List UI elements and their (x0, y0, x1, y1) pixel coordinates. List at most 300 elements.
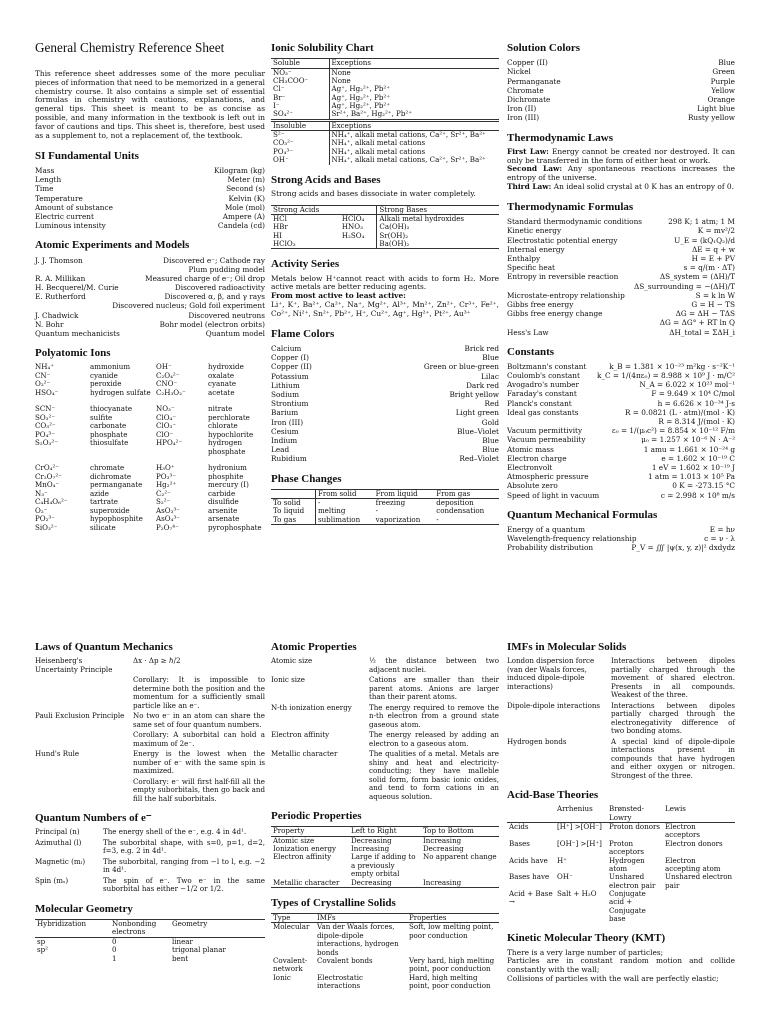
solution-color-value: Rusty yellow (687, 113, 735, 123)
imf-key: Hydrogen bonds (507, 736, 567, 746)
soluble-exceptions: Sr²⁺, Ba²⁺, Hg₂²⁺, Pb²⁺ (331, 109, 412, 119)
thermo-formula-row (507, 245, 735, 254)
solution-color-key: Copper (II) (507, 58, 548, 68)
acid-base-cell: Unshared electron pair (665, 872, 733, 890)
qm-law-desc: Corollary: e⁻ will first half-fill all the empty suborbitals, then go back and fill the half suborbitals. (133, 776, 265, 803)
constant-value: k_B = 1.381 × 10⁻²³ m²kg · s⁻²K⁻¹ (609, 361, 735, 371)
thermo-formulas-list (507, 217, 735, 336)
atomic-property-desc: The energy released by adding an electron to a gaseous atom. (369, 730, 499, 748)
crystal-row (271, 923, 499, 957)
acid-base-cell: Acids (509, 822, 529, 832)
atomic-models-list (35, 256, 265, 339)
polyatomic-ion-cell: NO₃⁻ (156, 404, 175, 414)
polyatomic-ion-cell: cyanate (208, 379, 237, 389)
flame-color-row (271, 344, 499, 353)
periodic-header-cell: Left to Right (351, 826, 397, 836)
constant-key: Speed of light in vacuum (507, 490, 600, 500)
thermo-laws (507, 148, 735, 192)
solution-color-row (507, 95, 735, 104)
phase-cell: - (375, 506, 379, 516)
atomic-model-value: Discovered neutrons (188, 310, 265, 320)
kmt-list (507, 949, 735, 985)
atomic-model-row (35, 292, 265, 301)
phase-table (271, 489, 499, 525)
acid-base-cell: Bases (509, 838, 530, 848)
acid-base-row (507, 873, 735, 890)
crystal-header-cell: Properties (409, 913, 447, 923)
thermo-formula-row (507, 217, 735, 226)
atomic-property-desc: The qualities of a metal. Metals are shiny and heat and electricity-conducting; they have malleble solid form, form basic ionic oxides, and tend to form cations in an aqueous solution. (369, 749, 499, 801)
insoluble-ion: OH⁻ (271, 156, 329, 164)
geometry-header-cell: Geometry (172, 919, 208, 929)
qm-formula-key: Energy of a quantum (507, 524, 585, 534)
polyatomic-ion-cell: ammonium (90, 362, 131, 372)
crystal-cell: Molecular (273, 922, 310, 932)
acids-cell: HClO₃ (273, 239, 296, 248)
atomic-properties-list (271, 657, 499, 801)
polyatomic-ion-cell: acetate (208, 387, 235, 397)
si-unit-value: Candela (cd) (217, 221, 265, 231)
polyatomic-ion-cell: azide (90, 488, 109, 498)
quantum-number-desc: The energy shell of the e⁻, e.g. 4 in 4d¹. (103, 827, 247, 837)
acids-note: Strong acids and bases dissociate in water completely. (271, 188, 476, 198)
soluble-exceptions: None (331, 75, 351, 85)
flame-color-key: Rubidium (271, 454, 307, 464)
flame-color-key: Iron (III) (271, 417, 304, 427)
activity-sub: From most active to least active: (271, 291, 406, 301)
geometry-header-cell: Nonbonding electrons (112, 919, 157, 937)
constant-row (507, 481, 735, 490)
constant-value: N_A = 6.022 × 10²³ mol⁻¹ (639, 380, 735, 390)
phase-row (271, 516, 499, 525)
kmt-item: Collisions of particles with the wall are perfectly elastic; (507, 974, 719, 984)
constant-row (507, 454, 735, 463)
solution-heading: Solution Colors (507, 42, 581, 54)
qm-formula-key: Wavelength-frequency relationship (507, 534, 637, 544)
phase-cell: vaporization (375, 514, 421, 524)
acid-base-row (507, 840, 735, 857)
polyatomic-ion-cell: S₂²⁻ (156, 497, 171, 507)
constant-row (507, 445, 735, 454)
flame-color-key: Calcium (271, 344, 302, 354)
si-unit-value: Meter (m) (227, 175, 265, 185)
quantum-number-key: Azimuthal (l) (35, 837, 82, 847)
geometry-row (35, 955, 265, 963)
constant-value: 0 K = -273.15 °C (672, 481, 735, 491)
flame-color-row (271, 390, 499, 399)
qm-laws-list (35, 657, 265, 803)
flame-color-key: Barium (271, 408, 299, 418)
flame-color-row (271, 372, 499, 381)
qm-formula-row (507, 525, 735, 534)
atomic-property-key: Ionic size (271, 675, 305, 685)
polyatomic-ion-cell: phosphate (90, 429, 128, 439)
solution-color-key: Iron (III) (507, 113, 540, 123)
atomic-property-row (271, 704, 499, 730)
atomic-model-row (35, 256, 265, 265)
imf-row (507, 657, 735, 700)
polyatomic-ion-cell: NH₄⁺ (35, 362, 54, 372)
thermo-formula-value: ΔS_surrounding = −(ΔH)/T (633, 281, 735, 291)
periodic-cell: Atomic size (273, 835, 315, 845)
polyatomic-ion-cell: disulfide (208, 497, 239, 507)
polyatomic-ion-cell: tartrate (90, 497, 118, 507)
atomic-model-row (35, 329, 265, 338)
flame-color-key: Lead (271, 445, 290, 455)
polyatomic-ion-cell: C₂O₄²⁻ (156, 370, 180, 380)
periodic-cell: No apparent change (423, 852, 497, 862)
polyatomic-ion-cell: hydrogen phosphate (208, 438, 246, 456)
qm-law-desc: Corollary: It is impossible to determine both the position and the momentum for a sufficiently small particle like an e⁻. (133, 675, 265, 710)
constant-row (507, 408, 735, 417)
periodic-cell: Ionization energy (273, 844, 336, 854)
atomic-model-row (35, 283, 265, 292)
acid-base-cell: Electron accepting atom (665, 855, 721, 873)
polyatomic-ion-cell: superoxide (90, 505, 130, 515)
polyatomic-ion-cell: C₄H₄O₆²⁻ (35, 497, 68, 507)
crystal-cell: Electrostatic interactions (317, 972, 363, 990)
qm-law-key (35, 778, 127, 804)
acid-base-cell: Hydrogen atom (609, 855, 645, 873)
atomic-model-value: Quantum model (205, 329, 265, 339)
constant-key: Absolute zero (507, 481, 558, 491)
si-unit-value: Second (s) (226, 184, 265, 194)
qm-law-desc: Corollary: A suborbital can hold a maximum of 2e⁻. (133, 730, 265, 748)
acid-base-row (507, 857, 735, 874)
polyatomic-ion-cell: carbonate (90, 421, 127, 431)
solution-color-value: Blue (718, 58, 735, 68)
periodic-header-cell: Top to Bottom (423, 826, 474, 836)
geometry-cell: 1 (112, 953, 117, 963)
periodic-cell: Increasing (351, 844, 390, 854)
flame-color-key: Cesium (271, 426, 299, 436)
thermo-formula-value: s = q/(m · ΔT) (683, 263, 735, 273)
acid-base-cell: Bases have (509, 872, 550, 882)
acids-header-cell: Strong Bases (379, 204, 428, 214)
imf-desc: A special kind of dipole-dipole interactions present in compounds that have hydrogen and either oxygen or nitrogen. Strongest of the three. (611, 736, 735, 780)
acids-cell: HI (273, 230, 282, 240)
acid-base-cell: Conjugate acid + Conjugate base (609, 888, 646, 924)
acid-base-cell: Electron acceptors (665, 822, 701, 840)
constant-row (507, 463, 735, 472)
flame-color-value: Blue (482, 445, 499, 455)
constant-row (507, 426, 735, 435)
qm-law-key: Heisenberg's Uncertainty Principle (35, 656, 113, 674)
thermo-formula-row (507, 282, 735, 291)
polyatomic-ion-cell: H₃O⁺ (156, 463, 175, 473)
acid-base-header-cell: Arrhenius (557, 804, 593, 814)
periodic-cell: Decreasing (423, 844, 464, 854)
polyatomic-ion-cell: dichromate (90, 471, 132, 481)
constant-value: F = 9.649 × 10⁴ C/mol (651, 389, 735, 399)
periodic-header-cell: Property (273, 826, 305, 836)
si-unit-key: Amount of substance (35, 202, 113, 212)
quantum-number-row (35, 839, 265, 856)
crystal-cell: Very hard, high melting point, poor conduction (409, 955, 495, 974)
soluble-exceptions: Ag⁺, Hg₂²⁺, Pb²⁺ (331, 100, 390, 110)
flame-color-value: Red (484, 399, 499, 409)
acid-base-cell: Salt + H₂O (557, 888, 597, 898)
solution-color-row (507, 58, 735, 67)
soluble-ion: CH₃COO⁻ (271, 77, 329, 85)
atomic-model-row (35, 274, 265, 283)
periodic-cell: Increasing (423, 835, 462, 845)
left-column (35, 0, 265, 532)
activity-text: Metals below H⁺cannot react with acids to form H₂. More active metals are better reducing agents. (271, 273, 499, 292)
periodic-cell: Decreasing (351, 877, 392, 887)
polyatomic-ion-cell: hydronium (208, 463, 247, 473)
acid-base-cell: [OH⁻] >[H⁺] (557, 838, 602, 848)
constant-key: Avogadro's number (507, 380, 579, 390)
thermo-formula-key: Standard thermodynamic conditions (507, 217, 643, 227)
crystal-header-cell: Type (273, 913, 291, 923)
quantum-number-desc: The spin of e⁻. Two e⁻ in the same suborbital has either −1/2 or 1/2. (103, 875, 265, 894)
geometry-row (35, 937, 265, 946)
constant-row (507, 371, 735, 380)
thermo-law-text: Energy cannot be created nor destroyed. It can only be transferred in the form of either heat or work. (507, 146, 735, 165)
solubility-header-cell: Soluble (271, 59, 329, 68)
thermo-formula-key: Kinetic energy (507, 226, 562, 236)
polyatomic-ion-cell: carbide (208, 488, 236, 498)
phase-cell: freezing (375, 498, 406, 508)
si-unit-value: Mole (mol) (224, 202, 265, 212)
insoluble-ion: CO₃²⁻ (271, 139, 329, 147)
polyatomic-ion-cell: SiO₃²⁻ (35, 522, 58, 532)
geometry-cell (35, 955, 110, 963)
constant-key: Vacuum permittivity (507, 426, 583, 436)
flame-color-row (271, 454, 499, 463)
thermo-formula-row (507, 318, 735, 327)
constant-key: Electron charge (507, 453, 567, 463)
si-unit-row (35, 203, 265, 212)
qm-law-desc: No two e⁻ in an atom can share the same set of four quantum numbers. (133, 711, 265, 729)
acid-base-cell: H⁺ (557, 855, 567, 865)
qm-law-desc: Δx · Δp ≥ ℏ/2 (133, 656, 181, 666)
constants-list (507, 362, 735, 500)
acid-base-cell (663, 890, 735, 923)
si-units-list (35, 166, 265, 230)
quantum-number-key: Magnetic (mₗ) (35, 856, 86, 866)
atomic-model-row (35, 265, 265, 274)
flame-color-value: Brick red (464, 344, 499, 354)
polyatomic-ion-cell: ClO⁻ (156, 429, 174, 439)
crystal-cell: Hard, high melting point, poor conduction (409, 972, 491, 990)
polyatomic-ion-cell: MnO₄⁻ (35, 480, 60, 490)
imf-desc: Interactions between dipoles partially charged through the electronegativity difference of two bonding atoms. (611, 700, 735, 736)
soluble-row (271, 110, 499, 120)
polyatomic-ion-cell: HSO₄⁻ (35, 387, 59, 397)
geometry-cell: linear (172, 936, 193, 946)
bottom-middle (271, 632, 499, 990)
atprops-heading: Atomic Properties (271, 641, 357, 653)
atomic-model-row (35, 311, 265, 320)
thermo-law-name: First Law: (507, 146, 549, 156)
constant-value: ε₀ = 1/(μ₀c²) = 8.854 × 10⁻¹² F/m (611, 426, 735, 436)
thermo-formula-value: H = E + PV (691, 254, 735, 263)
si-unit-row (35, 221, 265, 230)
thermo-formula-value: ΔE = q + w (691, 244, 735, 254)
atomic-model-key: E. Rutherford (35, 292, 86, 302)
polyatomic-ion-cell: C₂H₃O₂⁻ (156, 387, 186, 397)
page-title: General Chemistry Reference Sheet (35, 40, 225, 55)
acid-base-header-cell (507, 805, 555, 822)
crystal-cell: Van der Waals forces, dipole-dipole interactions, hydrogen bonds (317, 922, 399, 957)
thermo-formula-key: Gibbs free energy (507, 299, 574, 309)
thermo-formula-row (507, 236, 735, 245)
polyatomic-ion-cell: pyrophosphate (208, 522, 262, 532)
constant-value: R = 0.0821 (L · atm)/(mol · K) (624, 407, 735, 417)
flame-color-row (271, 436, 499, 445)
quantum-number-row (35, 828, 265, 837)
constant-row (507, 399, 735, 408)
qm-law-row (35, 731, 265, 748)
acid-base-cell: Proton donors (609, 822, 661, 832)
polyatomic-ion-cell: silicate (90, 522, 116, 532)
flame-color-value: Blue (482, 435, 499, 445)
solution-color-row (507, 67, 735, 76)
constant-key: Atomic mass (507, 444, 554, 454)
periodic-row (271, 879, 499, 888)
si-unit-key: Mass (35, 166, 55, 176)
acids-cell (340, 240, 377, 249)
intro-paragraph: This reference sheet addresses some of the more peculiar pieces of information that need to be memorized in a general chemistry course. It also contains a simple set of essential formulas in chemistry with cautions, explanations, and general tips. This sheet is meant to be as concise as possible, and many information in the textbook is left out in favor of cautions and tips. This sheet is, therefore, best used as a supplement to, not a replacement of, the textbook. (35, 68, 265, 140)
polyatomic-ion-cell: ClO₄⁻ (156, 412, 177, 422)
insoluble-exceptions: NH₄⁺, alkali metal cations (331, 138, 426, 148)
constant-key: Atmospheric pressure (507, 472, 589, 482)
imf-heading: IMFs in Molecular Solids (507, 641, 627, 653)
imf-row (507, 702, 735, 736)
acids-table (271, 205, 499, 250)
geometry-row (35, 946, 265, 954)
atomic-model-value: Bohr model (electron orbits) (159, 319, 265, 329)
constant-row (507, 380, 735, 389)
si-unit-key: Length (35, 175, 62, 185)
constant-row (507, 389, 735, 398)
polyatomic-ions-grid (35, 363, 265, 532)
polyatomic-ion-cell: thiocyanate (90, 404, 133, 414)
formulas-heading: Thermodynamic Formulas (507, 201, 634, 214)
polyatomic-ion-cell: OH⁻ (156, 362, 172, 372)
polyatomic-ion-cell: hydrogen sulfate (90, 387, 151, 397)
qm-law-row (35, 750, 265, 776)
insoluble-header-row (271, 120, 499, 130)
solution-color-key: Dichromate (507, 94, 551, 104)
thermo-formula-row (507, 226, 735, 235)
qm-formula-key: Probability distribution (507, 543, 594, 553)
solution-color-value: Light blue (697, 104, 735, 114)
constant-value: h = 6.626 × 10⁻³⁴ J·s (657, 398, 735, 408)
polyatomic-ion-cell: P₂O₇⁴⁻ (156, 522, 179, 532)
qm-formula-value: E = hν (709, 524, 735, 534)
atomic-property-row (271, 731, 499, 748)
qm-formula-value: c = ν · λ (704, 534, 735, 544)
geom-heading: Molecular Geometry (35, 902, 133, 915)
quantum-number-desc: The suborbital shape, with s=0, p=1, d=2, f=3, e.g. 2 in 4d¹. (103, 837, 265, 856)
qm-formula-value: P_V = ∭ |ψ(x, y, z)|² dxdydz (631, 543, 735, 553)
atomic-model-row (35, 301, 265, 310)
flame-color-value: Lilac (481, 371, 499, 381)
polyatomic-ion-cell: PO₂³⁻ (35, 514, 56, 524)
geometry-cell: trigonal planar (172, 945, 226, 955)
solution-color-row (507, 86, 735, 95)
constant-row (507, 435, 735, 444)
atomic-property-key: N-th ionization energy (271, 702, 352, 712)
si-unit-row (35, 175, 265, 184)
imf-list (507, 657, 735, 780)
periodic-row (271, 853, 499, 878)
atomic-property-key: Electron affinity (271, 730, 330, 740)
insoluble-header-cell: Exceptions (331, 120, 371, 130)
constant-key: Electronvolt (507, 462, 553, 472)
polyatomic-ion-cell: CO₃²⁻ (35, 421, 56, 431)
qm-formula-row (507, 543, 735, 552)
imf-key: London dispersion force (van der Waals forces, induced dipole-dipole interactions) (507, 656, 595, 691)
insoluble-exceptions: NH₄⁺, alkali metal cations, Ca²⁺, Sr²⁺, Ba²⁺ (331, 155, 486, 165)
acids-cell: HNO₃ (340, 223, 377, 231)
polyatomic-ion-cell: SO₃²⁻ (35, 412, 56, 422)
geometry-table (35, 919, 265, 963)
acids-header-cell: Strong Acids (273, 204, 320, 214)
solution-color-row (507, 104, 735, 113)
constant-row (507, 491, 735, 500)
acids-cell: Ba(OH)₂ (379, 239, 410, 248)
atomic-model-key: R. A. Millikan (35, 273, 86, 283)
qm-law-row (35, 676, 265, 710)
thermo-law-name: Second Law: (507, 164, 563, 174)
si-unit-row (35, 212, 265, 221)
thermo-law (507, 165, 735, 183)
flame-color-value: Green or blue-green (423, 362, 499, 372)
flame-color-value: Blue (482, 353, 499, 363)
thermo-formula-value: ΔS_system = (ΔH)/T (659, 272, 735, 282)
acid-base-cell: Electron donors (665, 838, 723, 848)
middle-column (271, 0, 499, 525)
acids-cell: Ca(OH)₂ (379, 222, 410, 232)
polyatomic-ion-cell: N₃⁻ (35, 488, 48, 498)
quantum-number-row (35, 858, 265, 875)
quantum-number-key: Spin (mₛ) (35, 875, 69, 885)
polyatomic-ion-cell: AsO₃³⁻ (156, 505, 181, 515)
thermo-formula-row (507, 291, 735, 300)
polyatomic-ion-cell: Hg₂²⁺ (156, 480, 177, 490)
phase-heading: Phase Changes (271, 472, 342, 485)
qm-formulas-list (507, 525, 735, 553)
constant-key: Ideal gas constants (507, 407, 579, 417)
constant-row (507, 362, 735, 371)
quantum-number-row (35, 877, 265, 894)
phase-cell: melting (317, 506, 346, 516)
flame-color-key: Copper (II) (271, 362, 312, 372)
acid-base-header-cell: Lewis (665, 804, 686, 814)
atomic-model-value: Discovered nucleus; Gold foil experiment (112, 301, 265, 311)
flame-color-key: Strontium (271, 399, 309, 409)
flame-color-row (271, 399, 499, 408)
polyatomic-ion-cell: CrO₄²⁻ (35, 463, 60, 473)
polyatomic-ion-cell: C₂²⁻ (156, 488, 171, 498)
thermo-formula-row (507, 328, 735, 337)
qm-law-row (35, 778, 265, 804)
atomic-model-value: Discovered e⁻; Cathode ray (163, 255, 265, 265)
imf-desc: Interactions between dipoles partially charged through the movement of shared electron. Presents in all compounds. Weakest of the three. (611, 656, 735, 700)
flame-color-key: Sodium (271, 390, 300, 400)
thermo-formula-key: Enthalpy (507, 254, 541, 263)
solubility-table (271, 58, 499, 164)
crystal-cell: Ionic (273, 972, 291, 982)
imf-row (507, 738, 735, 781)
polyatomic-ion-cell: CN⁻ (35, 370, 51, 380)
polyatomic-ion-cell: cyanide (90, 370, 118, 380)
polyatomic-ion-cell: O₂⁻ (35, 505, 48, 515)
